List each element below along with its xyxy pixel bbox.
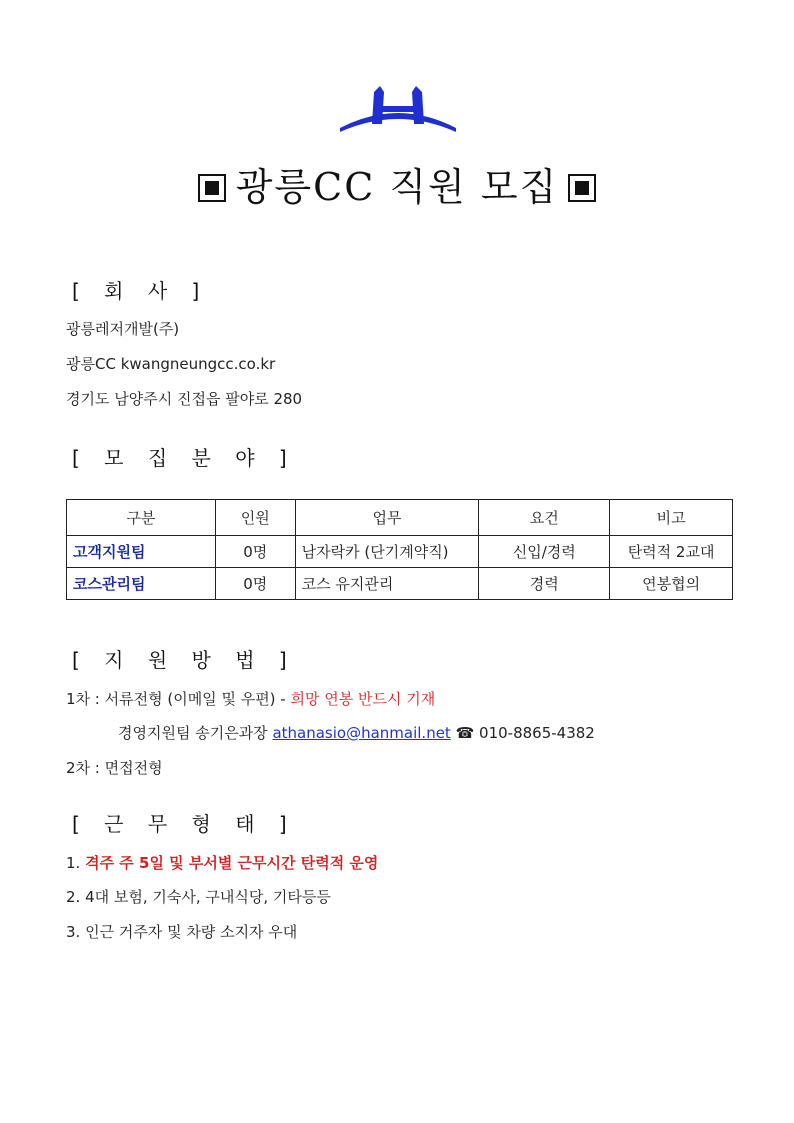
apply-step1-text: 1차 : 서류전형 (이메일 및 우편) -	[66, 690, 291, 708]
column-header: 업무	[295, 500, 479, 536]
work-heading: [ 근 무 형 태 ]	[72, 812, 296, 836]
contact-phone: ☎ 010-8865-4382	[455, 724, 595, 742]
apply-step2: 2차 : 면접전형	[66, 759, 163, 777]
contact-email-link[interactable]: athanasio@hanmail.net	[272, 724, 451, 742]
task-cell: 코스 유지관리	[295, 568, 479, 600]
task-cell: 남자락카 (단기계약직)	[295, 536, 479, 568]
salary-notice: 희망 연봉 반드시 기재	[290, 690, 436, 708]
note-cell: 연봉협의	[610, 568, 733, 600]
square-bullet-icon	[568, 174, 596, 202]
column-header: 비고	[610, 500, 733, 536]
square-bullet-icon	[198, 174, 226, 202]
requirement-cell: 신입/경력	[479, 536, 610, 568]
title-text: 광릉CC 직원 모집	[235, 165, 559, 209]
apply-contact	[118, 722, 595, 743]
apply-step1	[66, 688, 435, 709]
team-cell: 코스관리팀	[67, 568, 216, 600]
work-item-2: 2. 4대 보험, 기숙사, 구내식당, 기타등등	[66, 888, 331, 906]
team-cell: 고객지원팀	[67, 536, 216, 568]
work-item-1-number: 1.	[66, 854, 86, 872]
company-h-logo-icon	[340, 86, 456, 132]
table-header-row	[67, 500, 733, 536]
company-site: 광릉CC kwangneungcc.co.kr	[66, 355, 276, 373]
contact-label: 경영지원팀 송기은과장	[118, 724, 268, 742]
count-cell: 0명	[215, 568, 295, 600]
company-heading: [ 회 사 ]	[72, 279, 209, 303]
table-row	[67, 536, 733, 568]
company-name: 광릉레저개발(주)	[66, 320, 180, 338]
work-item-3: 3. 인근 거주자 및 차량 소지자 우대	[66, 923, 298, 941]
company-logo	[336, 78, 460, 144]
company-address: 경기도 남양주시 진접읍 팔야로 280	[66, 390, 303, 408]
note-cell: 탄력적 2교대	[610, 536, 733, 568]
column-header: 구분	[67, 500, 216, 536]
work-item-1	[66, 852, 378, 873]
column-header: 요건	[479, 500, 610, 536]
count-cell: 0명	[215, 536, 295, 568]
column-header: 인원	[215, 500, 295, 536]
table-row	[67, 568, 733, 600]
page-title	[0, 156, 794, 211]
recruit-table	[66, 499, 733, 600]
apply-heading: [ 지 원 방 법 ]	[72, 648, 296, 672]
requirement-cell: 경력	[479, 568, 610, 600]
work-item-1-text: 격주 주 5일 및 부서별 근무시간 탄력적 운영	[85, 854, 379, 872]
recruit-heading: [ 모 집 분 야 ]	[72, 446, 296, 470]
